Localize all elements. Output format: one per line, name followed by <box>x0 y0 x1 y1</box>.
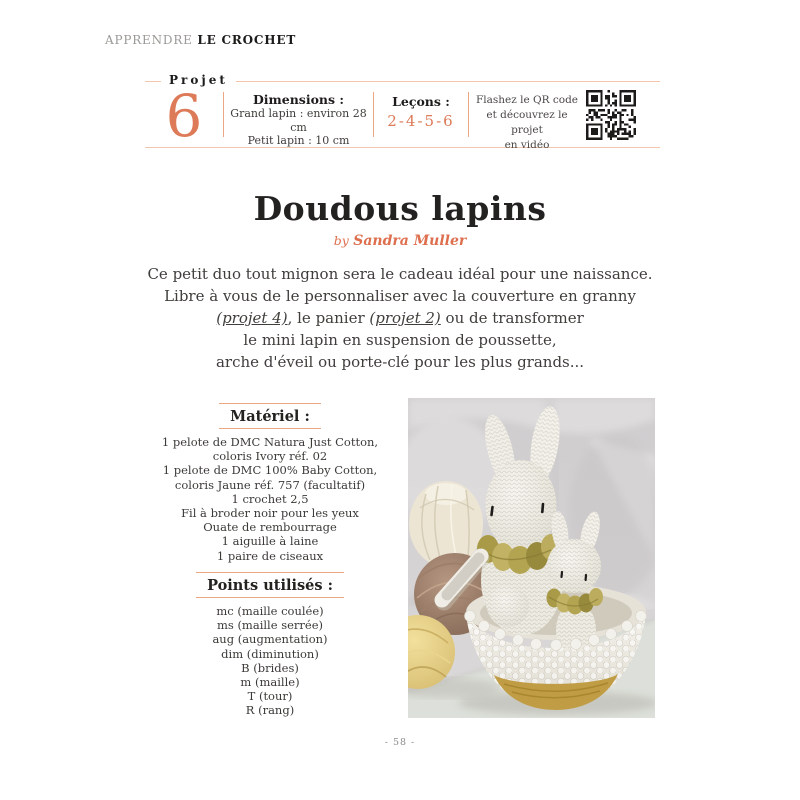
project4-reference: (projet 4) <box>216 309 288 327</box>
book-title: LE CROCHET <box>197 33 297 47</box>
intro-line <box>120 307 680 329</box>
intro-paragraph <box>120 263 680 373</box>
list-item: R (rang) <box>245 703 295 718</box>
title-block <box>0 189 800 249</box>
points-list <box>138 604 402 718</box>
list-item: dim (diminution) <box>221 646 319 661</box>
byline <box>0 233 800 249</box>
list-item: m (maille) <box>240 675 300 690</box>
list-item: Ouate de rembourrage <box>203 520 337 535</box>
lessons-cell <box>374 94 468 130</box>
list-item: coloris Jaune réf. 757 (facultatif) <box>174 477 366 492</box>
byline-prefix: by <box>333 233 349 248</box>
materiel-list <box>138 435 402 563</box>
page-title: Doudous lapins <box>253 189 547 228</box>
dimensions-line: Grand lapin : environ 28 cm <box>230 107 367 134</box>
materiel-heading: Matériel : <box>219 403 321 429</box>
intro-line: le mini lapin en suspension de poussette, <box>243 331 557 349</box>
white-yarn-ball <box>487 585 529 627</box>
list-item: 1 crochet 2,5 <box>231 491 309 506</box>
intro-line: Libre à vous de le personnaliser avec la couverture en granny <box>164 287 636 305</box>
divider <box>468 92 469 137</box>
lessons-value: 2-4-5-6 <box>387 112 455 130</box>
intro-text: , le panier <box>287 309 370 327</box>
list-item: ms (maille serrée) <box>216 618 323 633</box>
list-item: 1 pelote de DMC Natura Just Cotton, <box>161 435 379 449</box>
dimensions-cell <box>224 92 373 148</box>
project-info-box <box>145 73 660 151</box>
project-photo <box>408 398 655 718</box>
list-item: B (brides) <box>241 660 299 675</box>
list-item: 1 paire de ciseaux <box>216 548 324 563</box>
list-item: 1 aiguille à laine <box>221 534 319 549</box>
points-section <box>138 572 402 718</box>
materiel-section <box>138 403 402 563</box>
bunny-eye <box>542 504 543 512</box>
author-name: Sandra Muller <box>353 233 467 249</box>
list-item: T (tour) <box>247 689 293 704</box>
intro-line: Ce petit duo tout mignon sera le cadeau idéal pour une naissance. <box>147 265 653 283</box>
list-item: 1 pelote de DMC 100% Baby Cotton, <box>162 463 378 478</box>
list-item: mc (maille coulée) <box>216 604 324 618</box>
qr-caption <box>472 93 582 153</box>
list-item: aug (augmentation) <box>212 632 328 647</box>
bunny-eye <box>562 572 563 577</box>
lessons-title: Leçons : <box>392 94 450 109</box>
intro-line: arche d'éveil ou porte-clé pour les plus grands... <box>215 353 585 371</box>
dimensions-title: Dimensions : <box>252 92 345 107</box>
breadcrumb <box>105 33 296 47</box>
project2-reference: (projet 2) <box>369 309 441 327</box>
list-item: Fil à broder noir pour les yeux <box>181 506 359 521</box>
bunny-eye <box>492 507 493 515</box>
qr-caption-line: et découvrez le projet <box>486 109 568 136</box>
collection-name: APPRENDRE <box>105 33 193 47</box>
qr-caption-line: Flashez le QR code <box>475 94 579 106</box>
page-number: - 58 - <box>384 737 416 748</box>
dimensions-line: Petit lapin : 10 cm <box>247 134 350 147</box>
qr-caption-line: en vidéo <box>504 139 550 151</box>
points-heading: Points utilisés : <box>196 572 344 598</box>
intro-text: ou de transformer <box>440 309 584 327</box>
list-item: coloris Ivory réf. 02 <box>212 449 328 464</box>
project-number: 6 <box>165 82 203 150</box>
qr-code-icon <box>585 89 637 141</box>
project-label: Projet <box>161 73 236 87</box>
